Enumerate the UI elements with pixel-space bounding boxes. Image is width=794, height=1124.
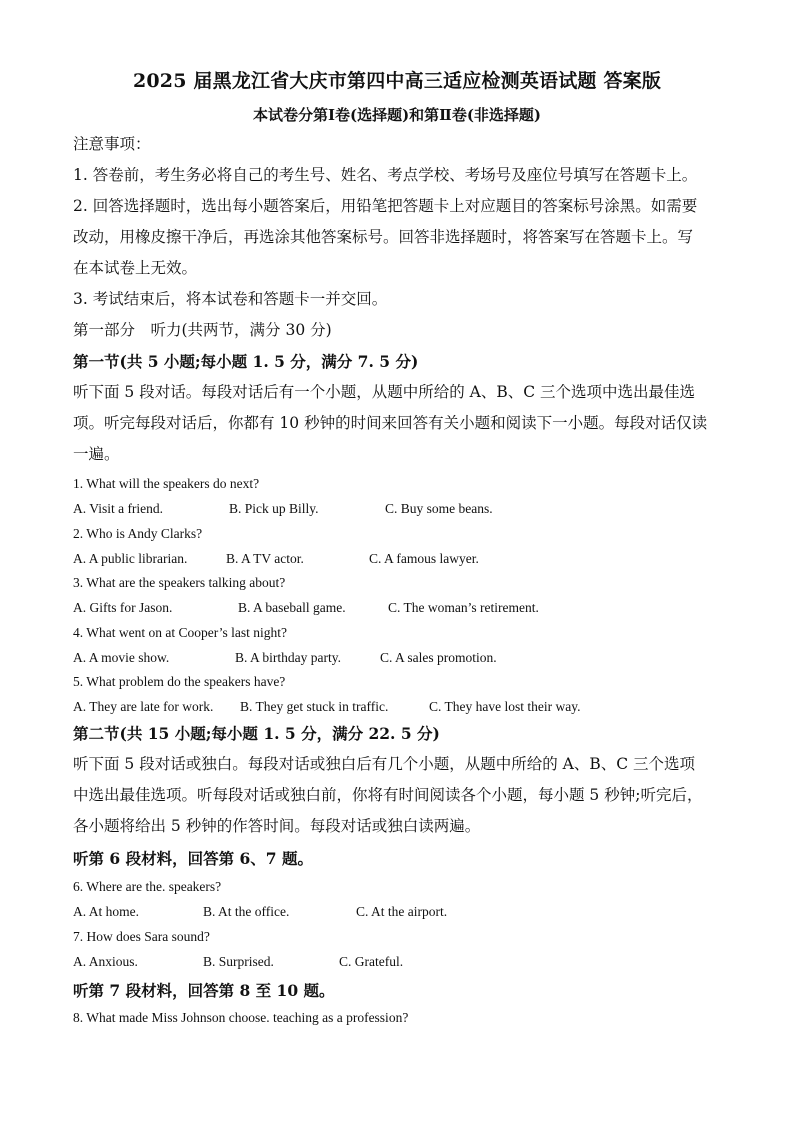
notice-item-2-line-3: 在本试卷上无效。 [73, 259, 198, 277]
question-1-option-a: A. Visit a friend. [73, 501, 164, 516]
question-4-option-b: B. A birthday party. [235, 650, 341, 665]
question-4-option-c: C. A sales promotion. [380, 650, 497, 665]
section1-instruction-line-1: 听下面 5 段对话。每段对话后有一个小题，从题中所给的 A、B、C 三个选项中选出最佳选 [73, 383, 696, 401]
question-1-option-c: C. Buy some beans. [385, 501, 493, 516]
notice-item-2-line-1: 2. 回答选择题时，选出每小题答案后，用铅笔把答题卡上对应题目的答案标号涂黑。如需要 [73, 197, 698, 215]
question-7-option-c: C. Grateful. [339, 954, 404, 969]
material-7-heading: 听第 7 段材料，回答第 8 至 10 题。 [73, 981, 335, 1000]
question-3-option-c: C. The woman’s retirement. [388, 600, 539, 615]
notice-item-2-line-2: 改动，用橡皮擦干净后，再选涂其他答案标号。回答非选择题时，将答案写在答题卡上。写 [73, 228, 694, 246]
question-2-option-c: C. A famous lawyer. [369, 551, 479, 566]
question-6: 6. Where are the. speakers? [73, 879, 222, 894]
material-6-heading: 听第 6 段材料，回答第 6、7 题。 [73, 849, 313, 868]
document-title: 2025 届黑龙江省大庆市第四中高三适应检测英语试题 答案版 [132, 70, 662, 92]
section2-instruction-line-1: 听下面 5 段对话或独白。每段对话或独白后有几个小题，从题中所给的 A、B、C 三个选项 [73, 755, 696, 773]
section2-instruction-line-2: 中选出最佳选项。听每段对话或独白前，你将有时间阅读各个小题，每小题 5 秒钟;听完后， [73, 786, 703, 804]
question-2-option-b: B. A TV actor. [226, 551, 304, 566]
question-5-option-b: B. They get stuck in traffic. [240, 699, 389, 714]
section1-heading: 第一节(共 5 小题;每小题 1. 5 分，满分 7. 5 分) [73, 352, 419, 371]
question-1: 1. What will the speakers do next? [73, 476, 260, 491]
question-8: 8. What made Miss Johnson choose. teaching as a profession? [73, 1010, 409, 1025]
question-3-option-b: B. A baseball game. [238, 600, 346, 615]
question-7: 7. How does Sara sound? [73, 929, 210, 944]
question-7-option-a: A. Anxious. [73, 954, 138, 969]
question-4: 4. What went on at Cooper’s last night? [73, 625, 287, 640]
question-5-option-c: C. They have lost their way. [429, 699, 581, 714]
part1-heading: 第一部分 听力(共两节，满分 30 分) [73, 321, 332, 339]
notice-item-3: 3. 考试结束后，将本试卷和答题卡一并交回。 [73, 290, 388, 308]
question-3-option-a: A. Gifts for Jason. [73, 600, 173, 615]
section2-heading: 第二节(共 15 小题;每小题 1. 5 分，满分 22. 5 分) [73, 724, 440, 743]
question-2: 2. Who is Andy Clarks? [73, 526, 203, 541]
question-7-option-b: B. Surprised. [203, 954, 274, 969]
question-3: 3. What are the speakers talking about? [73, 575, 286, 590]
question-6-option-a: A. At home. [73, 904, 139, 919]
notice-heading: 注意事项： [73, 135, 151, 153]
section1-instruction-line-2: 项。听完每段对话后，你都有 10 秒钟的时间来回答有关小题和阅读下一小题。每段对话仅读 [73, 414, 708, 432]
question-5-option-a: A. They are late for work. [73, 699, 214, 714]
question-1-option-b: B. Pick up Billy. [229, 501, 319, 516]
section1-instruction-line-3: 一遍。 [73, 445, 120, 463]
question-6-option-b: B. At the office. [203, 904, 290, 919]
notice-item-1: 1. 答卷前，考生务必将自己的考生号、姓名、考点学校、考场号及座位号填写在答题卡上。 [73, 166, 698, 184]
question-2-option-a: A. A public librarian. [73, 551, 188, 566]
section2-instruction-line-3: 各小题将给出 5 秒钟的作答时间。每段对话或独白读两遍。 [73, 817, 481, 835]
question-4-option-a: A. A movie show. [73, 650, 170, 665]
question-6-option-c: C. At the airport. [356, 904, 448, 919]
question-5: 5. What problem do the speakers have? [73, 674, 286, 689]
document-subtitle: 本试卷分第Ⅰ卷(选择题)和第Ⅱ卷(非选择题) [252, 106, 542, 124]
